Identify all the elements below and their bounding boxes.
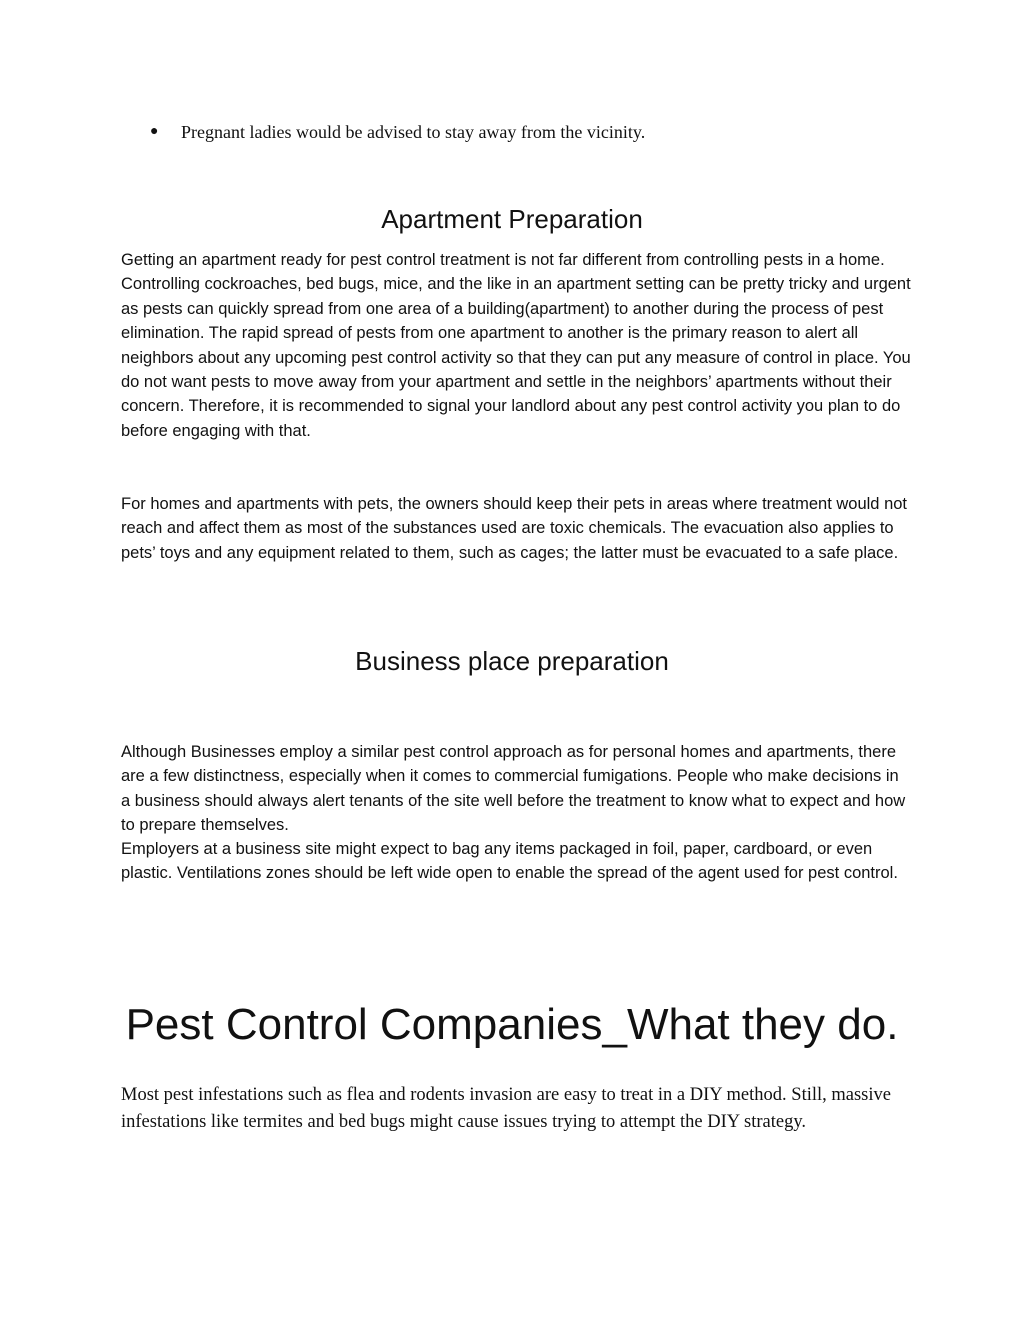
apartment-paragraph-2: For homes and apartments with pets, the owners should keep their pets in areas where treatment would not reach and affect them as most of the substances used are toxic chemicals. The evacuation also applies to pets’ toys and any equipment related to them, such as cages; the latter must be evacuated to a safe place. [121, 495, 908, 562]
apartment-heading: Apartment Preparation [381, 204, 643, 234]
companies-heading: Pest Control Companies_What they do. [125, 1000, 899, 1049]
bullet-dot-icon: ● [150, 124, 159, 139]
business-paragraph-2: Employers at a business site might expect to bag any items packaged in foil, paper, cardboard, or even plastic. Ventilations zones should be left wide open to enable the spread of the agent used for pest control. [121, 840, 898, 883]
business-heading: Business place preparation [355, 646, 669, 676]
apartment-paragraph-1: Getting an apartment ready for pest control treatment is not far different from controlling pests in a home. Controlling cockroaches, bed bugs, mice, and the like in an apartment setting can be pretty tricky and urgent as pests can quickly spread from one area of a building(apartment) to another during the process of pest elimination. The rapid spread of pests from one apartment to another is the primary reason to alert all neighbors about any upcoming pest control activity so that they can put any measure of control in place. You do not want pests to move away from your apartment and settle in the neighbors’ apartments without their concern. Therefore, it is recommended to signal your landlord about any pest control activity you plan to do before engaging with that. [121, 251, 911, 440]
business-paragraph-1: Although Businesses employ a similar pest control approach as for personal homes and apartments, there are a few distinctness, especially when it comes to commercial fumigations. People who make decisions in a business should always alert tenants of the site well before the treatment to know what to expect and how to prepare themselves. [121, 743, 906, 835]
bullet-text: Pregnant ladies would be advised to stay away from the vicinity. [181, 122, 646, 142]
bullet-item [150, 119, 950, 145]
companies-paragraph: Most pest infestations such as flea and rodents invasion are easy to treat in a DIY method. Still, massive infestations like termites and bed bugs might cause issues trying to attempt the DIY strategy. [121, 1085, 891, 1132]
